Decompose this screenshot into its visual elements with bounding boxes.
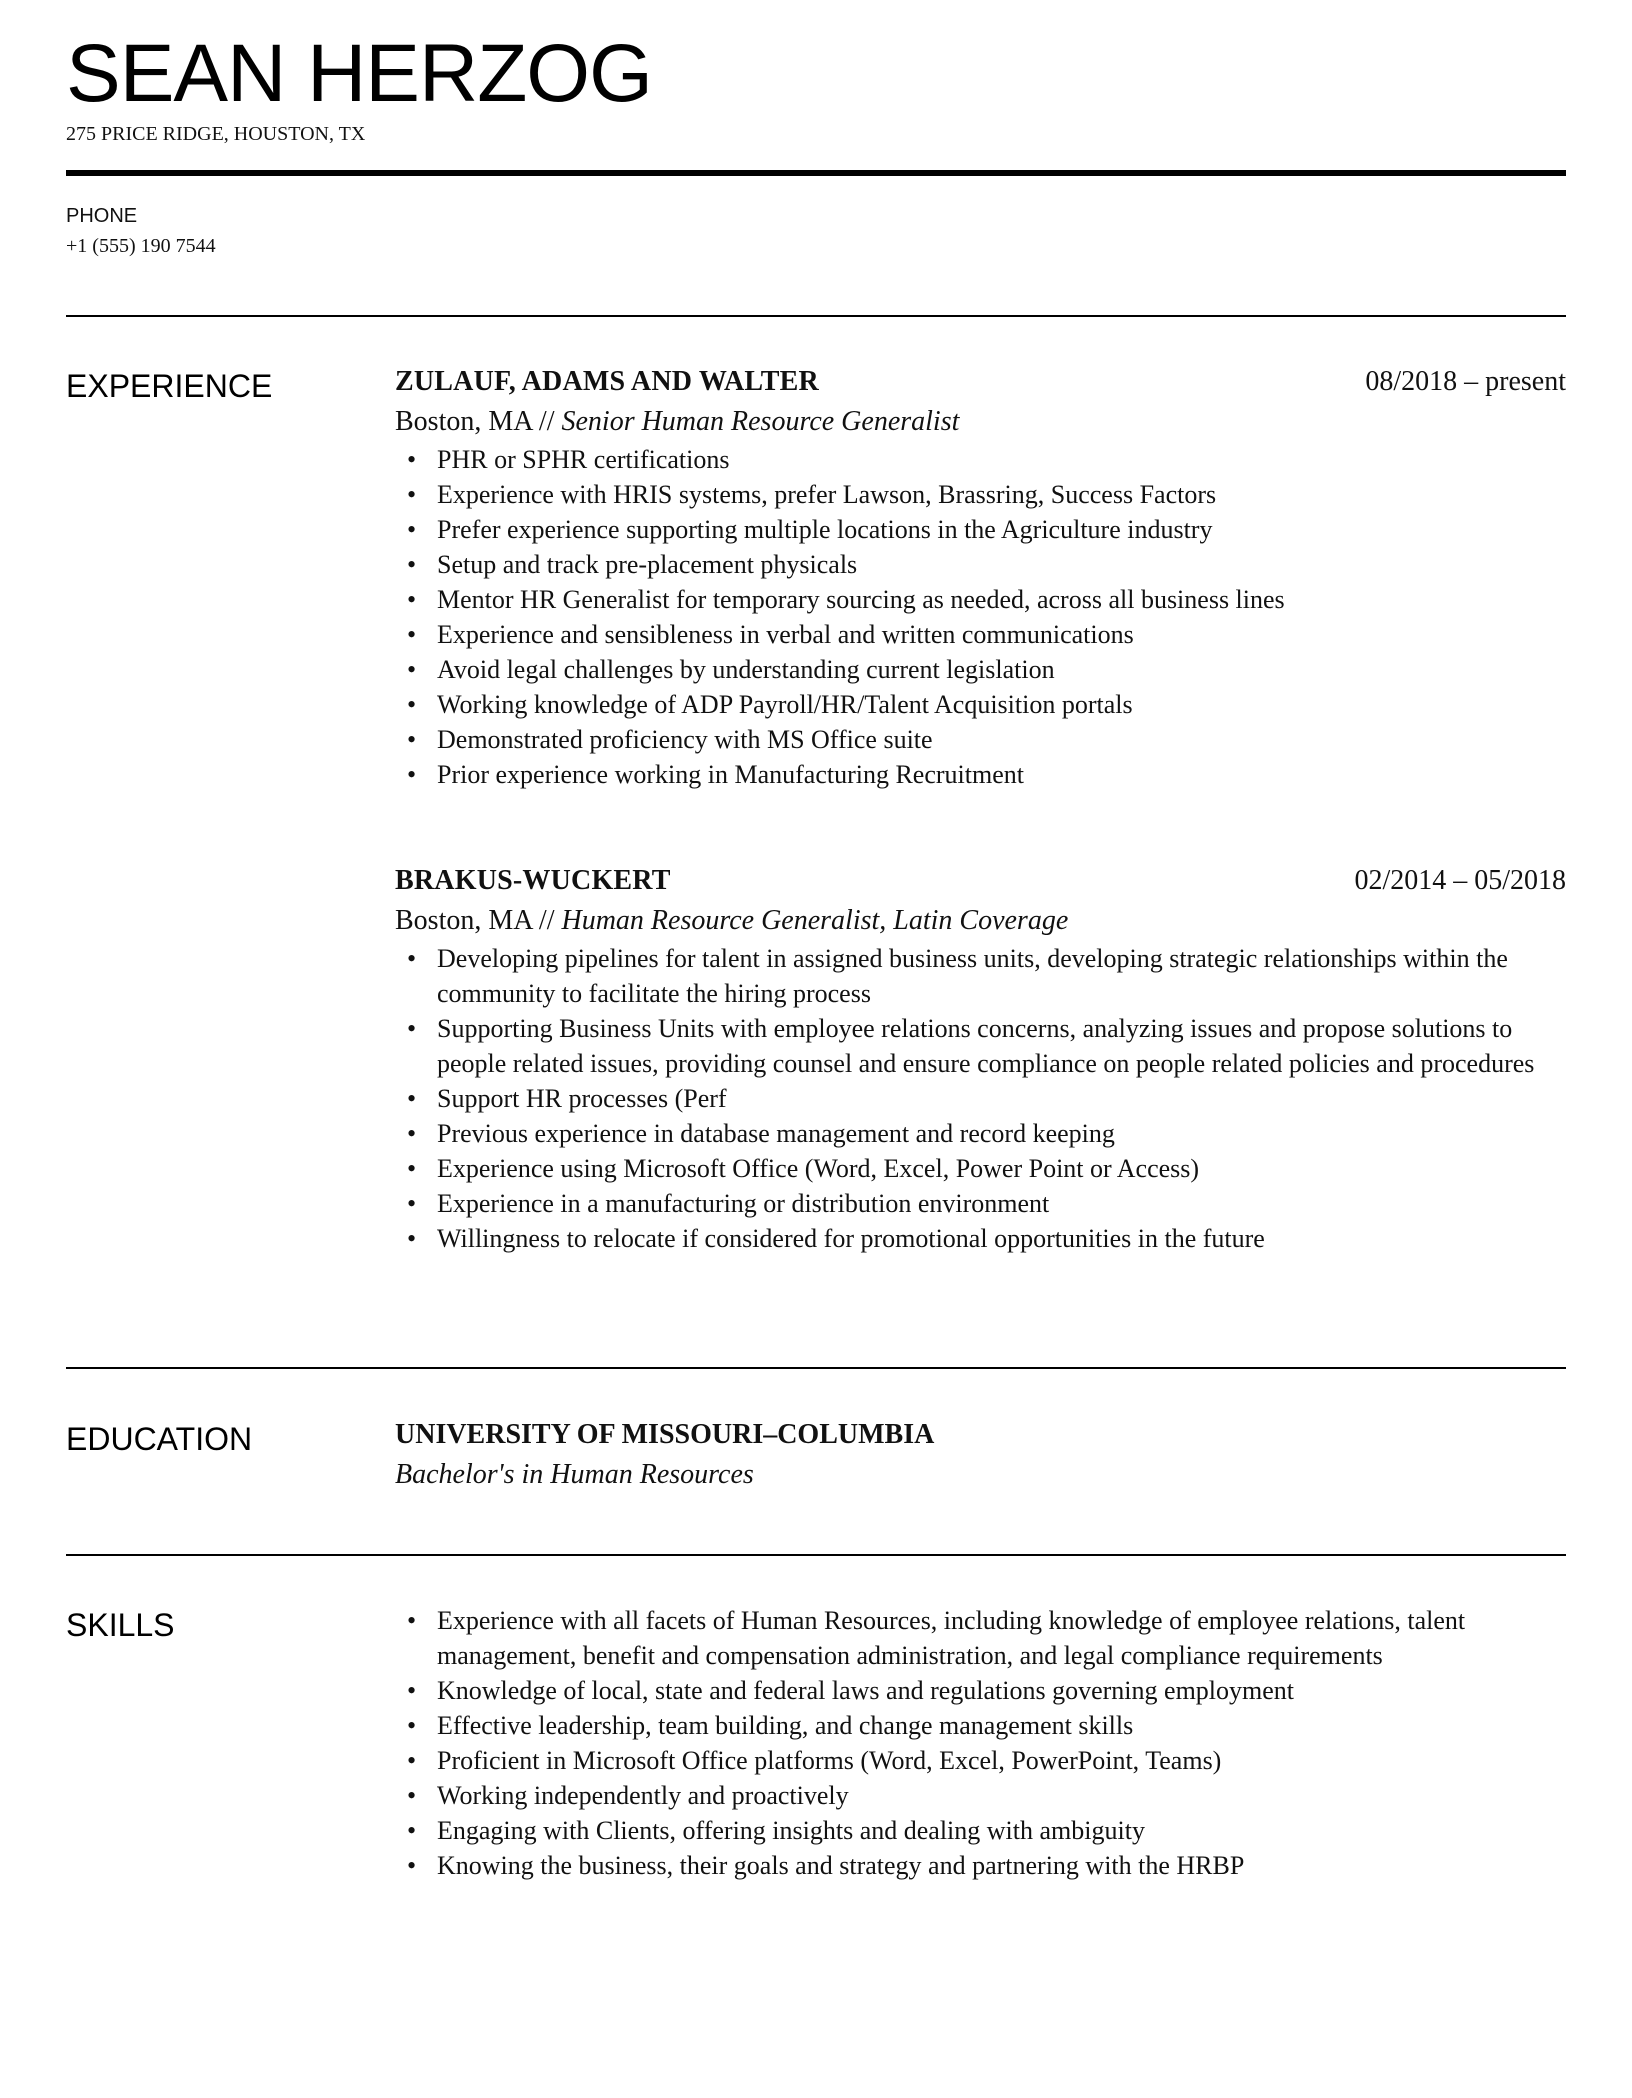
job-bullet: • Previous experience in database management and record keeping: [437, 1116, 1566, 1151]
education-entry: [395, 1415, 1566, 1495]
phone-label: PHONE: [66, 205, 138, 227]
skills-heading: SKILLS: [66, 1607, 175, 1643]
job-dates: 08/2018 – present: [1365, 366, 1566, 397]
skill-item: • Engaging with Clients, offering insights and dealing with ambiguity: [437, 1813, 1566, 1848]
job-bullet: • Prior experience working in Manufacturing Recruitment: [437, 757, 1566, 792]
skills-list-container: [395, 1603, 1566, 1883]
job-bullet: • Demonstrated proficiency with MS Office suite: [437, 722, 1566, 757]
job-bullet: • Working knowledge of ADP Payroll/HR/Talent Acquisition portals: [437, 687, 1566, 722]
job-bullets: [395, 941, 1566, 1256]
skill-item: • Working independently and proactively: [437, 1778, 1566, 1813]
section-divider: [66, 1554, 1566, 1556]
section-divider: [66, 1367, 1566, 1369]
job-bullet: • Experience and sensibleness in verbal and written communications: [437, 617, 1566, 652]
job-bullets: [395, 442, 1566, 792]
job-location: Boston, MA //: [395, 905, 555, 936]
job-bullet: • Willingness to relocate if considered for promotional opportunities in the future: [437, 1221, 1566, 1256]
job-header: [395, 362, 1566, 402]
job-bullet: • Experience in a manufacturing or distribution environment: [437, 1186, 1566, 1221]
section-divider: [66, 315, 1566, 317]
job-location-title: [395, 901, 1566, 941]
job-location: Boston, MA //: [395, 406, 555, 437]
skill-item: • Proficient in Microsoft Office platforms (Word, Excel, PowerPoint, Teams): [437, 1743, 1566, 1778]
skills-list: [395, 1603, 1566, 1883]
skill-item: • Effective leadership, team building, and change management skills: [437, 1708, 1566, 1743]
job-bullet: • PHR or SPHR certifications: [437, 442, 1566, 477]
job-bullet: • Experience with HRIS systems, prefer Lawson, Brassring, Success Factors: [437, 477, 1566, 512]
candidate-name: SEAN HERZOG: [66, 28, 652, 119]
education-degree: Bachelor's in Human Resources: [395, 1459, 754, 1490]
job-company: BRAKUS-WUCKERT: [395, 865, 671, 896]
job-header: [395, 861, 1566, 901]
education-heading: EDUCATION: [66, 1421, 253, 1457]
job-bullet: • Prefer experience supporting multiple locations in the Agriculture industry: [437, 512, 1566, 547]
job-entry: [395, 362, 1566, 792]
header-divider: [66, 170, 1566, 176]
job-bullet: • Avoid legal challenges by understanding current legislation: [437, 652, 1566, 687]
job-company: ZULAUF, ADAMS AND WALTER: [395, 366, 819, 397]
job-bullet: • Support HR processes (Perf: [437, 1081, 1566, 1116]
skill-item: • Experience with all facets of Human Resources, including knowledge of employee relations, talent management, benefit and compensation administration, and legal compliance requirements: [437, 1603, 1566, 1673]
candidate-address: 275 PRICE RIDGE, HOUSTON, TX: [66, 123, 366, 145]
job-bullet: • Experience using Microsoft Office (Word, Excel, Power Point or Access): [437, 1151, 1566, 1186]
job-title: Human Resource Generalist, Latin Coverage: [561, 905, 1069, 936]
phone-number: +1 (555) 190 7544: [66, 235, 216, 257]
job-location-title: [395, 402, 1566, 442]
education-school: UNIVERSITY OF MISSOURI–COLUMBIA: [395, 1419, 935, 1450]
job-bullet: • Developing pipelines for talent in assigned business units, developing strategic relationships within the community to facilitate the hiring process: [437, 941, 1566, 1011]
job-dates: 02/2014 – 05/2018: [1354, 865, 1566, 896]
experience-heading: EXPERIENCE: [66, 368, 273, 404]
job-title: Senior Human Resource Generalist: [561, 406, 960, 437]
skill-item: • Knowing the business, their goals and strategy and partnering with the HRBP: [437, 1848, 1566, 1883]
job-bullet: • Supporting Business Units with employee relations concerns, analyzing issues and propose solutions to people related issues, providing counsel and ensure compliance on people related policies and procedures: [437, 1011, 1566, 1081]
skill-item: • Knowledge of local, state and federal laws and regulations governing employment: [437, 1673, 1566, 1708]
job-bullet: • Mentor HR Generalist for temporary sourcing as needed, across all business lines: [437, 582, 1566, 617]
job-entry: [395, 861, 1566, 1256]
job-bullet: • Setup and track pre-placement physicals: [437, 547, 1566, 582]
